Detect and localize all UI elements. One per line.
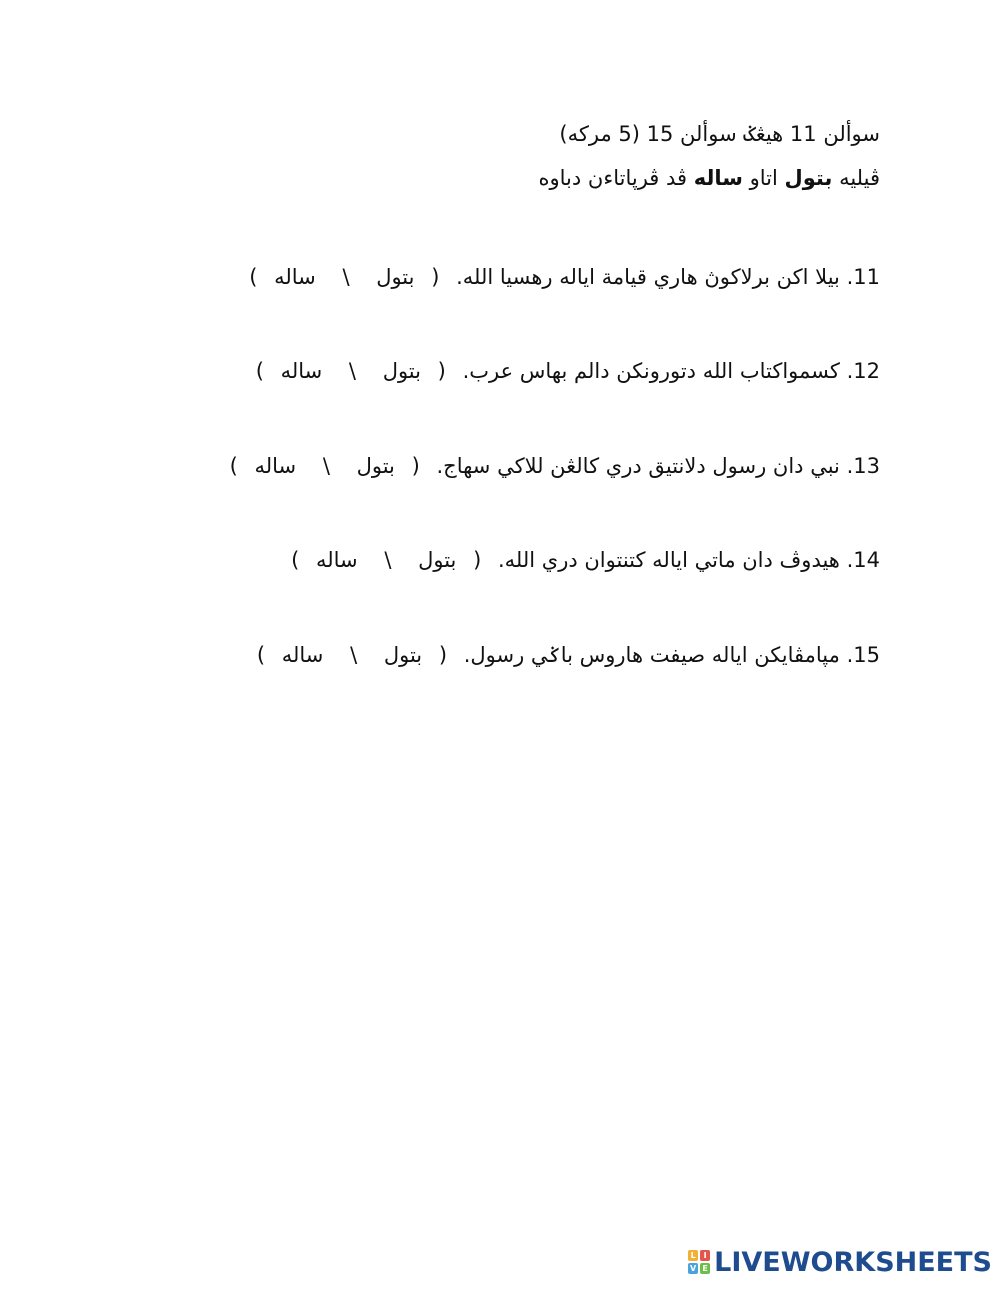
- choice-separator: \: [348, 359, 356, 383]
- liveworksheets-brand: [688, 1247, 992, 1277]
- close-paren: ): [291, 548, 300, 572]
- answer-choice-group: [291, 545, 481, 575]
- question-14: [160, 545, 880, 575]
- choice-true[interactable]: بتول: [376, 265, 415, 289]
- choice-true[interactable]: بتول: [418, 548, 457, 572]
- answer-choice-group: [249, 262, 439, 292]
- question-text: كسمواكتاب الله دتورونكن دالم بهاس عرب.: [462, 359, 840, 383]
- logo-tile-l: L: [688, 1250, 698, 1261]
- liveworksheets-logo-icon: [688, 1250, 710, 1274]
- answer-choice-group: [230, 451, 420, 481]
- choice-false[interactable]: ساله: [316, 548, 358, 572]
- open-paren: (: [411, 454, 420, 478]
- instruction-false-word: ساله: [693, 166, 743, 190]
- instruction-text: [180, 156, 880, 200]
- question-11: [160, 262, 880, 292]
- choice-false[interactable]: ساله: [254, 454, 297, 478]
- logo-tile-v: V: [690, 1264, 697, 1273]
- instruction-true-word: بتول: [784, 166, 833, 190]
- open-paren: (: [438, 643, 448, 667]
- open-paren: (: [431, 265, 440, 289]
- logo-tile-e: E: [700, 1263, 710, 1274]
- instruction-part-2: اتاو: [749, 166, 778, 190]
- choice-false[interactable]: ساله: [280, 359, 323, 383]
- close-paren: ): [229, 454, 238, 478]
- choice-true[interactable]: بتول: [382, 359, 421, 383]
- brand-name: LIVEWORKSHEETS: [714, 1246, 992, 1278]
- choice-true[interactable]: بتول: [383, 643, 423, 667]
- open-paren: (: [437, 359, 446, 383]
- section-title: سوألن 11 هيڠݢ سوألن 15 (5 مركه): [559, 122, 880, 146]
- question-text: نبي دان رسول دلانتيق دري كالڠن للاكي سهاج.: [436, 454, 840, 478]
- choice-separator: \: [342, 265, 350, 289]
- question-13: [160, 451, 880, 481]
- choice-false[interactable]: ساله: [281, 643, 324, 667]
- question-text: بيلا اكن برلاكوڽ هاري قيامة اياله رهسيا الله.: [456, 265, 840, 289]
- question-number: 13.: [846, 454, 880, 478]
- choice-false[interactable]: ساله: [274, 265, 316, 289]
- answer-choice-group: [256, 356, 446, 386]
- question-text: مڽامڤايكن اياله صيفت هاروس باݢي رسول.: [463, 643, 840, 667]
- instruction-part-3: ڤد ڤرڽاتاءن دباوه: [538, 166, 688, 190]
- choice-separator: \: [322, 454, 330, 478]
- instruction-part-1: ڤيليه: [839, 166, 880, 190]
- question-number: 12.: [846, 359, 880, 383]
- choice-separator: \: [350, 643, 358, 667]
- choice-separator: \: [384, 548, 392, 572]
- question-12: [160, 356, 880, 386]
- logo-tile-i: I: [700, 1250, 710, 1261]
- close-paren: ): [249, 265, 258, 289]
- close-paren: ): [255, 359, 264, 383]
- question-text: هيدوڤ دان ماتي اياله كتنتوان دري الله.: [497, 548, 840, 572]
- answer-choice-group: [257, 640, 447, 670]
- question-number: 11.: [846, 265, 880, 289]
- close-paren: ): [256, 643, 266, 667]
- question-number: 14.: [846, 548, 880, 572]
- instructions-block: [180, 112, 880, 200]
- question-number: 15.: [846, 643, 880, 667]
- question-15: [160, 640, 880, 670]
- open-paren: (: [473, 548, 482, 572]
- choice-true[interactable]: بتول: [356, 454, 395, 478]
